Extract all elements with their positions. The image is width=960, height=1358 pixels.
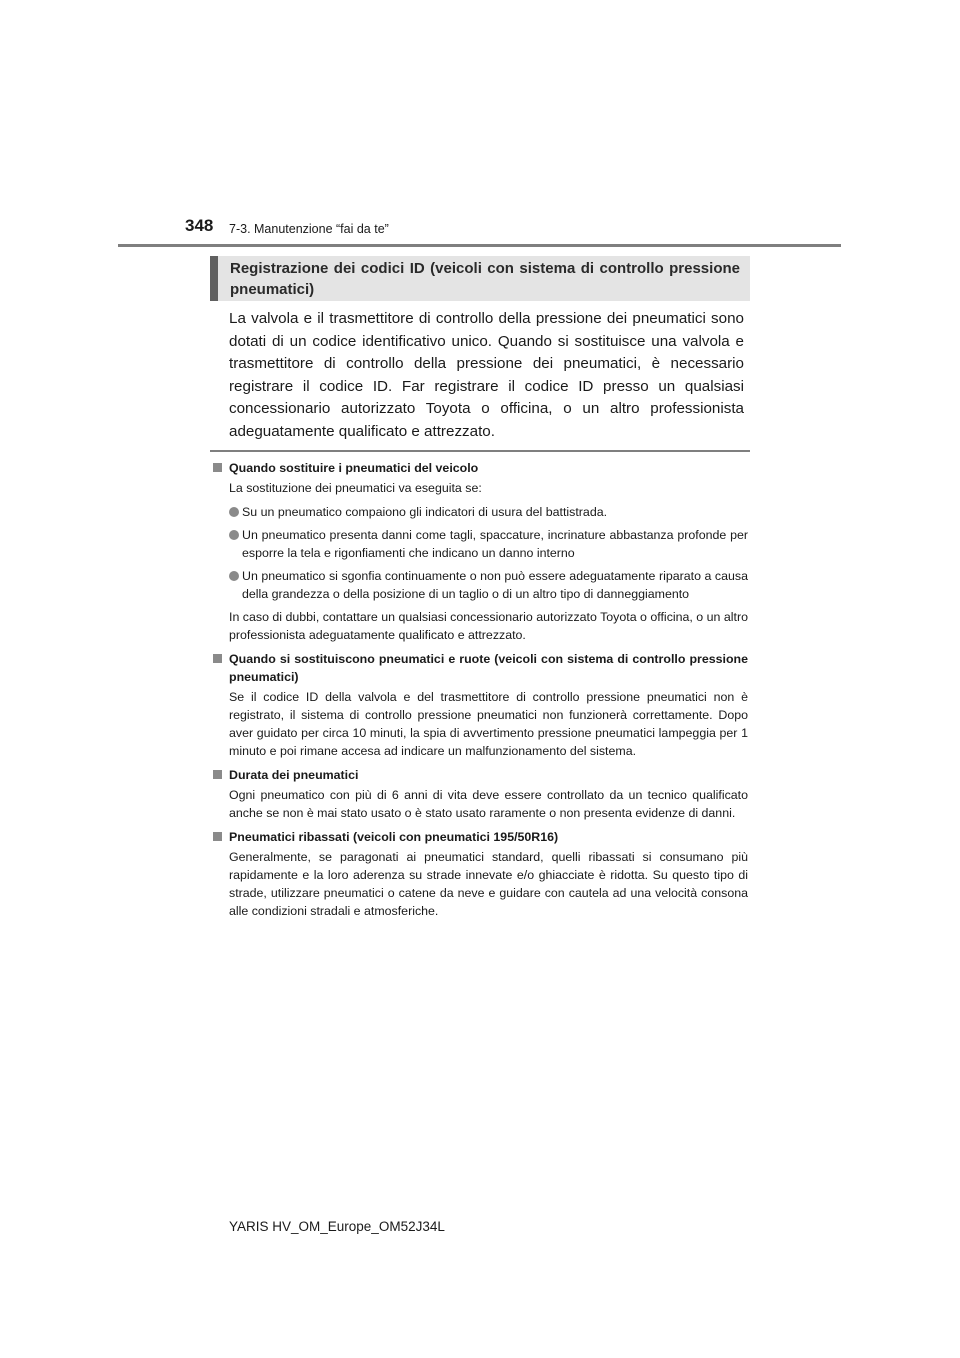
note-title: Quando si sostituiscono pneumatici e ruote (veicoli con sistema di controllo pressione pneumatici) <box>210 650 748 686</box>
note-text: Ogni pneumatico con più di 6 anni di vita deve essere controllato da un tecnico qualificato anche se non è mai stato usato o è stato usato raramente o non presenta evidenze di danni. <box>229 788 748 820</box>
square-bullet-icon <box>213 770 222 779</box>
note-intro: La sostituzione dei pneumatici va eseguita se: <box>229 481 482 495</box>
footer-code: YARIS HV_OM_Europe_OM52J34L <box>229 1219 445 1234</box>
note-title: Pneumatici ribassati (veicoli con pneumatici 195/50R16) <box>210 828 748 846</box>
circle-bullet-icon <box>229 571 239 581</box>
note-title: Quando sostituire i pneumatici del veicolo <box>210 459 748 477</box>
square-bullet-icon <box>213 463 222 472</box>
note-tire-replacement <box>210 459 748 644</box>
note-outro: In caso di dubbi, contattare un qualsiasi concessionario autorizzato Toyota o officina, o un altro professionista adeguatamente qualificato e attrezzato. <box>229 610 748 642</box>
note-text: Generalmente, se paragonati ai pneumatici standard, quelli ribassati si consumano più rapidamente e la loro aderenza su strade innevate e/o ghiacciate è ridotta. Su questo tipo di strade, utilizzare pneumatici o catene da neve e guidare con cautela ad una velocità consona alle condizioni stradali e atmosferiche. <box>229 850 748 918</box>
list-item: Su un pneumatico compaiono gli indicatori di usura del battistrada. <box>229 503 748 521</box>
note-tire-lifespan <box>210 766 748 822</box>
note-text: Se il codice ID della valvola e del trasmettitore di controllo pressione pneumatici non è registrato, il sistema di controllo pressione pneumatici non funzionerà correttamente. Dopo aver guidato per circa 10 minuti, la spia di avvertimento pressione pneumatici lampeggia per 1 minuto e poi rimane accesa ad indicare un malfunzionamento del sistema. <box>229 690 748 758</box>
section-divider <box>210 450 750 452</box>
section-heading: Registrazione dei codici ID (veicoli con sistema di controllo pressione pneumatici) <box>210 256 750 301</box>
note-title: Durata dei pneumatici <box>210 766 748 784</box>
circle-bullet-icon <box>229 530 239 540</box>
notes-section <box>210 459 748 926</box>
page-number: 348 <box>185 216 214 235</box>
square-bullet-icon <box>213 654 222 663</box>
square-bullet-icon <box>213 832 222 841</box>
section-body: La valvola e il trasmettitore di controllo della pressione dei pneumatici sono dotati di un codice identificativo unico. Quando si sostituisce una valvola e trasmettitore di controllo della pressione dei pneumatici, è necessario registrare il codice ID. Far registrare il codice ID presso un qualsiasi concessionario autorizzato Toyota o officina, o un altro professionista adeguatamente qualificato e attrezzato. <box>229 310 744 440</box>
list-item: Un pneumatico si sgonfia continuamente o non può essere adeguatamente riparato a causa della grandezza o della posizione di un taglio o di un altro tipo di danneggiamento <box>229 567 748 603</box>
list-item: Un pneumatico presenta danni come tagli, spaccature, incrinature abbastanza profonde per esporre la tela e rigonfiamenti che indicano un danno interno <box>229 526 748 562</box>
note-tire-wheel-replacement <box>210 650 748 760</box>
header-divider <box>118 244 841 247</box>
chapter-title: 7-3. Manutenzione “fai da te” <box>229 222 389 236</box>
note-low-profile-tires <box>210 828 748 920</box>
circle-bullet-icon <box>229 507 239 517</box>
